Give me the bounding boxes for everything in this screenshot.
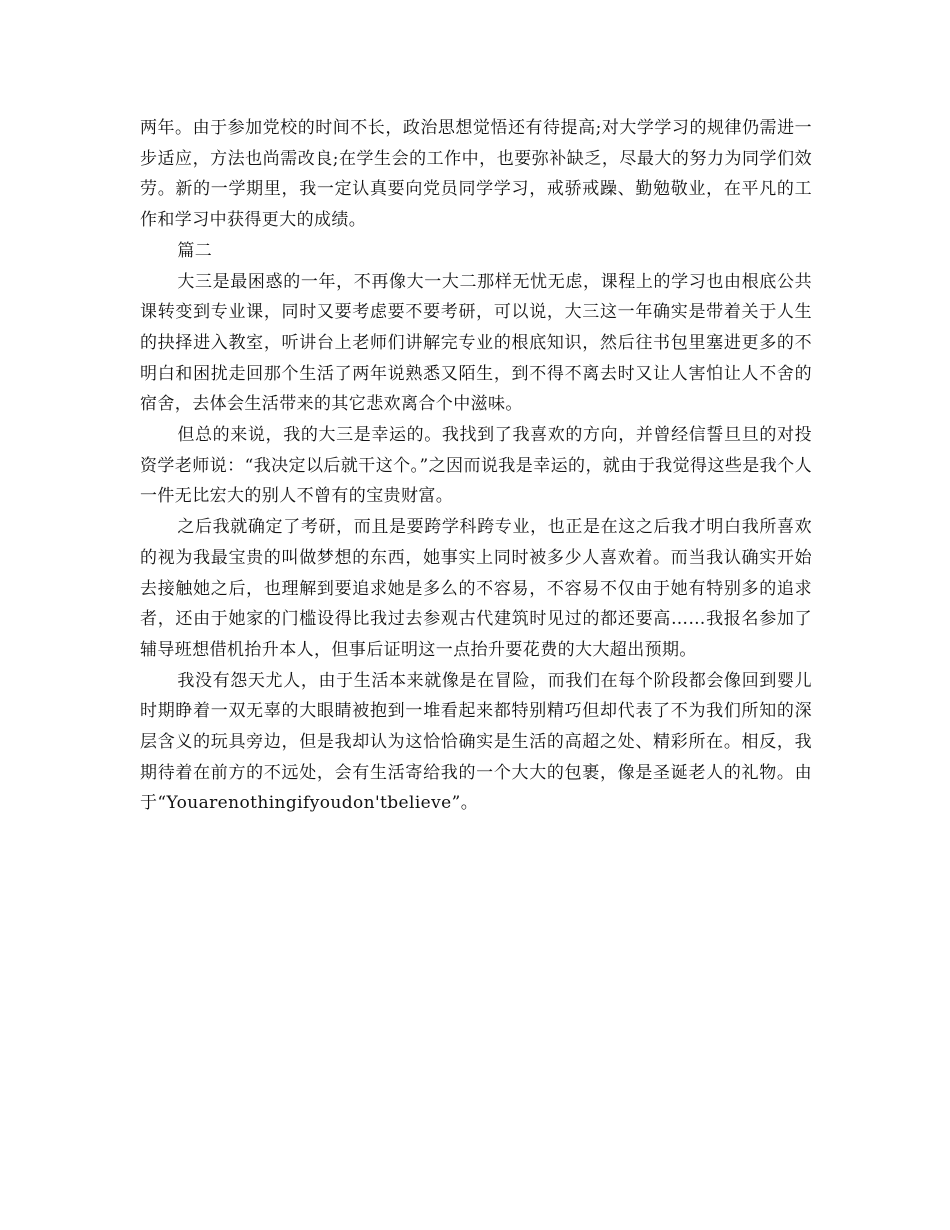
- section-heading: 篇二: [177, 240, 213, 261]
- paragraph-2: 但总的来说，我的大三是幸运的。我找到了我喜欢的方向，并曾经信誓旦旦的对投资学老师说：“我决定以后就干这个。”之因而说我是幸运的，就由于我觉得这些是我个人一件无比宏大的别人不曾有的宝贵财富。: [140, 425, 812, 507]
- paragraph-4: 我没有怨天尤人，由于生活本来就像是在冒险，而我们在每个阶段都会像回到婴儿时期睁着一双无辜的大眼睛被抱到一堆看起来都特别精巧但却代表了不为我们所知的深层含义的玩具旁边，但是我却认为这恰恰确实是生活的高超之处、精彩所在。相反，我期待着在前方的不远处，会有生活寄给我的一个大大的包裹，像是圣诞老人的礼物。由于“Youarenothingifyoudon'tbelieve”。: [140, 670, 812, 814]
- document-body: [140, 113, 812, 819]
- paragraph-continued: 两年。由于参加党校的时间不长，政治思想觉悟还有待提高;对大学学习的规律仍需进一步适应，方法也尚需改良;在学生会的工作中，也要弥补缺乏，尽最大的努力为同学们效劳。新的一学期里，我一定认真要向党员同学学习，戒骄戒躁、勤勉敬业，在平凡的工作和学习中获得更大的成绩。: [140, 118, 812, 231]
- paragraph-3: 之后我就确定了考研，而且是要跨学科跨专业，也正是在这之后我才明白我所喜欢的视为我最宝贵的叫做梦想的东西，她事实上同时被多少人喜欢着。而当我认确实开始去接触她之后，也理解到要追求她是多么的不容易，不容易不仅由于她有特别多的追求者，还由于她家的门槛设得比我过去参观古代建筑时见过的都还要高……我报名参加了辅导班想借机抬升本人，但事后证明这一点抬升要花费的大大超出预期。: [140, 517, 812, 660]
- paragraph-1: 大三是最困惑的一年，不再像大一大二那样无忧无虑，课程上的学习也由根底公共课转变到专业课，同时又要考虑要不要考研，可以说，大三这一年确实是带着关于人生的抉择进入教室，听讲台上老师们讲解完专业的根底知识，然后往书包里塞进更多的不明白和困扰走回那个生活了两年说熟悉又陌生，到不得不离去时又让人害怕让人不舍的宿舍，去体会生活带来的其它悲欢离合个中滋味。: [140, 271, 812, 415]
